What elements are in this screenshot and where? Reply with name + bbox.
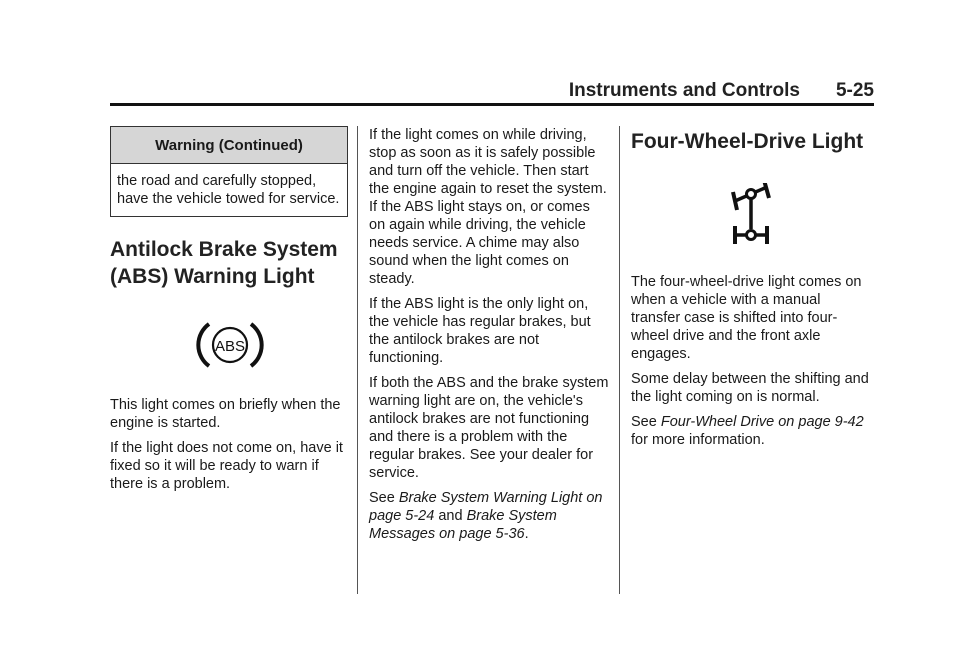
- abs-heading-line2: (ABS) Warning Light: [110, 265, 315, 288]
- fwd-paragraph-2: Some delay between the shifting and the light coming on is normal.: [631, 371, 869, 405]
- abs-heading-line1: Antilock Brake System: [110, 238, 338, 261]
- page-number: 5-25: [835, 80, 874, 101]
- link-brake-system-messages[interactable]: Brake System Messages on page 5-36: [369, 508, 557, 542]
- abs-paragraph-2: If the light does not come on, have it fixed so it will be ready to warn if there is a problem.: [110, 440, 343, 492]
- column-3: [631, 126, 871, 456]
- fwd-paragraph-1: The four-wheel-drive light comes on when a vehicle with a manual transfer case is shifted into four-wheel drive and the front axle engages.: [631, 274, 862, 362]
- warning-text: the road and carefully stopped, have the vehicle towed for service.: [117, 173, 340, 207]
- abs-paragraph-4: If the ABS light is the only light on, the vehicle has regular brakes, but the antilock brakes are not functioning.: [369, 296, 591, 366]
- warning-heading: Warning (Continued): [111, 127, 347, 164]
- abs-heading: [110, 236, 350, 290]
- warning-box: [110, 126, 348, 217]
- fwd-see-also: See Four-Wheel Drive on page 9-42 for more information.: [631, 414, 864, 448]
- abs-paragraph-1: This light comes on briefly when the engine is started.: [110, 397, 341, 431]
- header-rule: [110, 103, 874, 106]
- link-brake-warning-light[interactable]: Brake System Warning Light on page 5-24: [369, 490, 603, 524]
- abs-icon: [110, 320, 350, 370]
- column-divider-1: [357, 126, 358, 594]
- four-wheel-drive-icon: [631, 183, 871, 247]
- column-2: [369, 126, 609, 550]
- link-four-wheel-drive[interactable]: Four-Wheel Drive on page 9-42: [660, 414, 864, 430]
- abs-see-also: See Brake System Warning Light on page 5-24 and Brake System Messages on page 5-36.: [369, 490, 603, 542]
- section-title: Instruments and Controls: [568, 80, 800, 101]
- abs-icon-text: ABS: [214, 338, 246, 355]
- abs-paragraph-3: If the light comes on while driving, stop as soon as it is safely possible and turn off the vehicle. Then start the engine again to reset the system. If the ABS light stays on, or comes on again while driving, the vehicle needs service. A chime may also sound when the light comes on steady.: [369, 127, 607, 287]
- column-1: [110, 126, 350, 500]
- column-divider-2: [619, 126, 620, 594]
- abs-paragraph-5: If both the ABS and the brake system warning light are on, the vehicle's antilock brakes are not functioning and there is a problem with the regular brakes. See your dealer for service.: [369, 375, 609, 481]
- fwd-heading: Four-Wheel-Drive Light: [631, 130, 864, 153]
